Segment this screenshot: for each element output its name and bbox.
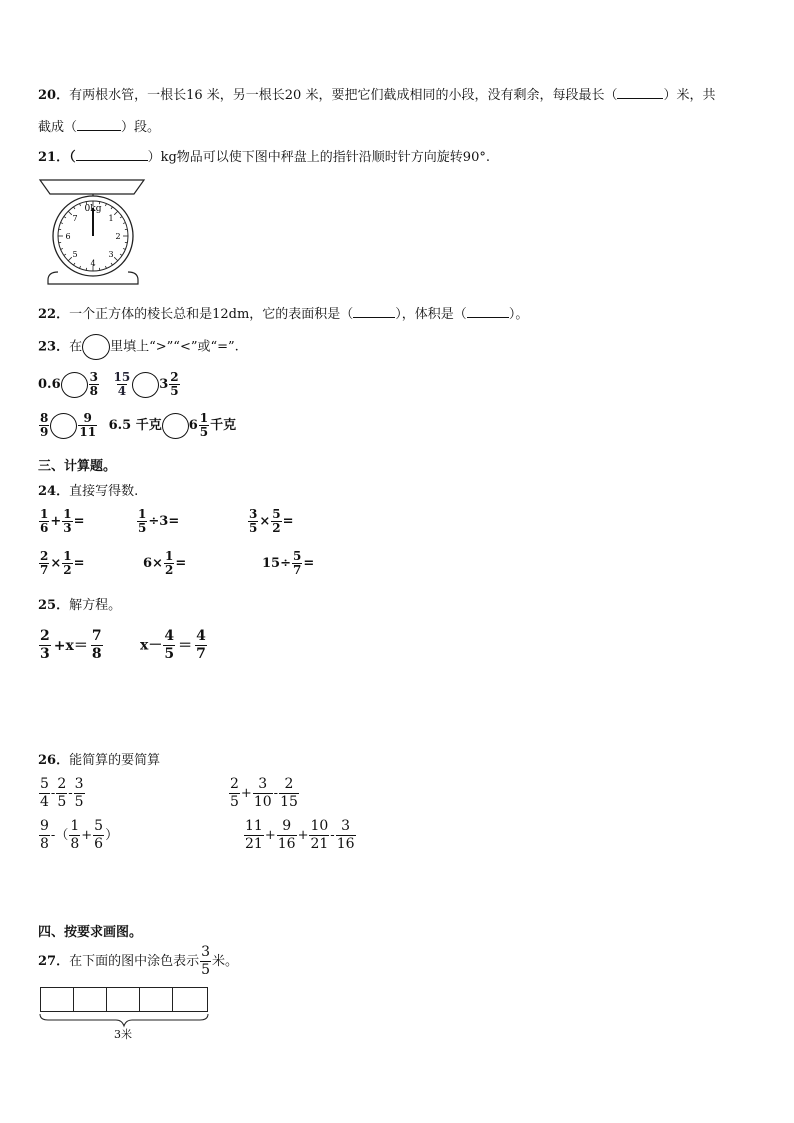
- q25-title: 解方程。: [69, 598, 122, 613]
- fraction: $\frac{5}{4}$: [40, 776, 49, 810]
- q22-text-2: ），体积是（: [395, 307, 467, 322]
- scale-tick-2: 2: [115, 232, 121, 241]
- q26-expr-4: [243, 818, 357, 853]
- q24-eq-4: [38, 550, 85, 577]
- operator: -: [50, 786, 56, 801]
- fraction: $\frac{3}{10}$: [253, 776, 272, 810]
- operator: -: [330, 828, 335, 843]
- q26-expr-2: [228, 776, 300, 811]
- q27-text-2: 米。: [212, 954, 239, 969]
- q27-bar-cell-1[interactable]: [41, 988, 74, 1012]
- equals: =: [168, 514, 180, 529]
- q21-blank[interactable]: [76, 160, 148, 161]
- question-20: [38, 84, 715, 103]
- q20-text-2: ）米，共: [663, 88, 716, 103]
- operator: 15÷: [262, 556, 291, 571]
- q24-eq-2: [136, 508, 179, 535]
- operator: 6×: [143, 556, 163, 571]
- q22-blank-area[interactable]: [353, 317, 395, 318]
- fraction: $\frac{4}{5}$: [164, 628, 175, 662]
- q21-text: ）kg物品可以使下图中秤盘上的指针沿顺时针方向旋转90°.: [147, 150, 490, 165]
- q22-blank-volume[interactable]: [467, 317, 509, 318]
- fraction: $\frac{2}{7}$: [40, 549, 49, 577]
- q27-length-label: 3米: [114, 1028, 132, 1041]
- fraction-2-5: $\frac{2}{5}$: [170, 370, 179, 398]
- fraction: $\frac{2}{5}$: [230, 776, 239, 810]
- q23-circle-1[interactable]: [61, 372, 88, 398]
- q27-bar-cell-2[interactable]: [74, 988, 107, 1012]
- q24-number: 24．: [38, 484, 70, 499]
- q23-whole-6: 6: [188, 418, 198, 433]
- q23-text-1: 在: [69, 339, 83, 355]
- fraction: $\frac{2}{15}$: [280, 776, 298, 810]
- fraction: $\frac{11}{21}$: [245, 818, 263, 852]
- fraction: $\frac{5}{6}$: [94, 818, 104, 852]
- q26-number: 26．: [38, 753, 70, 768]
- q22-number: 22．: [38, 307, 70, 322]
- equals: =: [282, 514, 294, 529]
- q27-text-1: 在下面的图中涂色表示: [69, 954, 200, 969]
- scale-tick-6: 6: [65, 232, 71, 241]
- equals: =: [73, 556, 85, 571]
- equals: =: [303, 556, 315, 571]
- fraction: $\frac{9}{16}$: [277, 818, 296, 852]
- scale-tick-1: 1: [108, 214, 114, 223]
- q23-row-2: [38, 412, 236, 439]
- q23-circle-example: [82, 334, 110, 360]
- section-3-title: 三、计算题。: [38, 459, 117, 474]
- scale-tick-5: 5: [72, 250, 78, 259]
- q23-number: 23．: [38, 339, 70, 355]
- q21-number: 21．（: [38, 150, 76, 165]
- operator: -: [273, 786, 279, 801]
- q25-equation-2: [140, 628, 208, 663]
- q26-title: 能简算的要简算: [69, 753, 161, 768]
- q23-unit-kg: 千克: [210, 418, 237, 433]
- fraction-15-4: $\frac{15}{4}$: [113, 370, 131, 398]
- scale-zero-label: 0kg: [84, 204, 102, 214]
- fraction: $\frac{10}{21}$: [310, 818, 329, 852]
- q27-bar[interactable]: [40, 987, 208, 1012]
- fraction: $\frac{1}{5}$: [138, 507, 147, 535]
- equals: =: [73, 514, 85, 529]
- fraction: $\frac{7}{8}$: [91, 628, 102, 662]
- q24-eq-1: [38, 508, 85, 535]
- question-21: [38, 146, 490, 165]
- q24-eq-5: [143, 550, 186, 577]
- operator: +x＝: [53, 637, 88, 654]
- operator: +: [297, 828, 309, 843]
- q20-text-1: 有两根水管，一根长16 米，另一根长20 米，要把它们截成相同的小段，没有剩余，每段最长（: [69, 88, 618, 103]
- q24-title: 直接写得数.: [69, 484, 139, 499]
- q27-bar-cell-3[interactable]: [107, 988, 140, 1012]
- fraction: $\frac{9}{8}$: [40, 818, 49, 852]
- fraction-3-8: $\frac{3}{8}$: [89, 370, 98, 398]
- q27-number: 27．: [38, 954, 70, 969]
- q23-value-6.5kg: 6.5 千克: [108, 418, 162, 433]
- q20-blank-length[interactable]: [617, 98, 663, 99]
- operator: ＝: [178, 637, 193, 654]
- q23-value-0.6: 0.6: [38, 377, 61, 392]
- q23-whole-3: 3: [159, 377, 169, 392]
- question-20-line-2: [38, 116, 160, 135]
- fraction: $\frac{3}{5}$: [249, 507, 258, 535]
- q23-circle-3[interactable]: [50, 413, 77, 439]
- q23-row-1: [38, 371, 181, 398]
- scale-tick-7: 7: [72, 214, 78, 223]
- q26-expr-3: [38, 818, 118, 853]
- section-4-title: 四、按要求画图。: [38, 925, 143, 940]
- scale-figure: [38, 176, 148, 288]
- q24-eq-6: [262, 550, 314, 577]
- fraction: $\frac{1}{3}$: [63, 507, 72, 535]
- q20-text-4: ）段。: [121, 120, 161, 135]
- fraction: $\frac{5}{7}$: [292, 549, 302, 577]
- operator: ÷3: [148, 514, 169, 529]
- fraction: $\frac{2}{5}$: [57, 776, 67, 810]
- scale-tick-4: 4: [90, 259, 96, 268]
- q23-circle-2[interactable]: [132, 372, 159, 398]
- question-26: [38, 749, 160, 768]
- fraction: $\frac{3}{16}$: [336, 818, 355, 852]
- q26-expr-1: [38, 776, 86, 811]
- fraction-9-11: $\frac{9}{11}$: [79, 411, 97, 439]
- fraction-3-5: $\frac{3}{5}$: [201, 944, 211, 978]
- q23-circle-4[interactable]: [162, 413, 189, 439]
- equals: =: [175, 556, 187, 571]
- operator: +: [81, 828, 93, 843]
- question-24: [38, 480, 138, 499]
- fraction: $\frac{3}{5}$: [74, 776, 84, 810]
- question-23: [38, 334, 239, 360]
- q25-equation-1: [38, 628, 104, 663]
- q22-text-1: 一个正方体的棱长总和是12dm，它的表面积是（: [69, 307, 354, 322]
- fraction-8-9: $\frac{8}{9}$: [40, 411, 49, 439]
- fraction: $\frac{5}{2}$: [272, 507, 281, 535]
- scale-tick-3: 3: [108, 250, 114, 259]
- operator: x－: [140, 637, 163, 654]
- operator: -（: [50, 828, 69, 843]
- q20-blank-count[interactable]: [77, 130, 121, 131]
- operator: ）: [105, 828, 119, 843]
- fraction: $\frac{1}{8}$: [70, 818, 80, 852]
- fraction: $\frac{1}{2}$: [63, 549, 72, 577]
- q24-eq-3: [247, 508, 294, 535]
- operator: ×: [259, 514, 271, 529]
- fraction: $\frac{1}{2}$: [164, 549, 174, 577]
- fraction: $\frac{2}{3}$: [40, 628, 50, 662]
- question-27: [38, 944, 238, 979]
- question-25: [38, 594, 121, 613]
- question-22: [38, 303, 528, 322]
- q27-bar-cell-5[interactable]: [173, 988, 207, 1012]
- scale-pan: [40, 180, 144, 194]
- operator: +: [50, 514, 62, 529]
- operator: ×: [50, 556, 62, 571]
- q20-text-3: 截成（: [38, 120, 78, 135]
- q20-number: 20．: [38, 88, 70, 103]
- fraction: $\frac{1}{6}$: [40, 507, 49, 535]
- operator: +: [264, 828, 276, 843]
- fraction: $\frac{4}{7}$: [196, 628, 206, 662]
- fraction-1-5: $\frac{1}{5}$: [199, 411, 209, 439]
- q23-text-2: 里填上“>”“<”或“=”.: [110, 339, 239, 355]
- operator: -: [68, 786, 73, 801]
- operator: +: [240, 786, 252, 801]
- q25-number: 25．: [38, 598, 70, 613]
- q27-bar-cell-4[interactable]: [140, 988, 173, 1012]
- q22-text-3: ）。: [508, 307, 529, 322]
